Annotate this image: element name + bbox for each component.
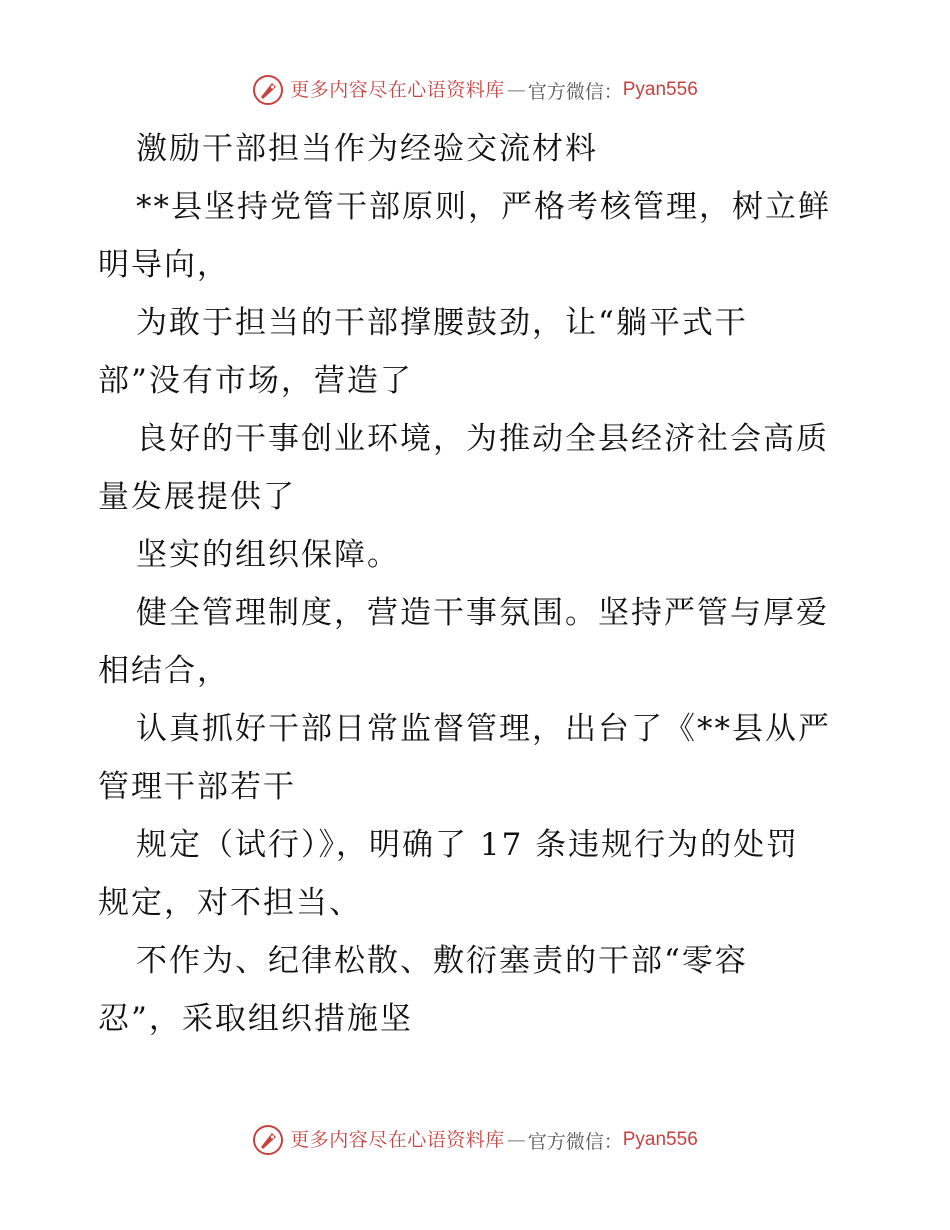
- paragraph-line: 良好的干事创业环境，为推动全县经济社会高质: [136, 421, 829, 457]
- paragraph-line: **县坚持党管干部原则，严格考核管理，树立鲜: [136, 189, 831, 225]
- banner-wechat-label: 官方微信：: [527, 1130, 623, 1153]
- paragraph-line: 管理干部若干: [98, 769, 296, 805]
- pen-nib-logo-icon: [252, 74, 284, 106]
- banner-separator: —: [506, 1129, 526, 1151]
- paragraph-line: 为敢于担当的干部撑腰鼓劲，让“躺平式干: [136, 305, 748, 341]
- document-body: [98, 120, 853, 1048]
- footer-banner: [0, 1120, 950, 1160]
- paragraph-line: 明导向，: [98, 247, 230, 283]
- paragraph-line: 认真抓好干部日常监督管理，出台了《**县从严: [136, 711, 831, 747]
- pen-nib-logo-icon: [252, 1124, 284, 1156]
- paragraph-line: 规定（试行）》，明确了 17 条违规行为的处罚: [136, 827, 800, 863]
- paragraph-line: 部”没有市场，营造了: [98, 363, 413, 399]
- banner-wechat-id: Pyan556: [622, 1129, 698, 1150]
- banner-wechat-label: 官方微信：: [527, 80, 623, 103]
- paragraph-line: 忍”，采取组织措施坚: [98, 1001, 413, 1037]
- header-banner: [0, 70, 950, 110]
- banner-wechat-id: Pyan556: [622, 79, 698, 100]
- paragraph-line: 相结合，: [98, 653, 230, 689]
- paragraph-line: 坚实的组织保障。: [136, 537, 400, 573]
- paragraph-line: 健全管理制度，营造干事氛围。坚持严管与厚爱: [136, 595, 829, 631]
- document-title: 激励干部担当作为经验交流材料: [136, 131, 598, 167]
- paragraph-line: 不作为、纪律松散、敷衍塞责的干部“零容: [136, 943, 748, 979]
- banner-separator: —: [506, 79, 526, 101]
- paragraph-line: 规定，对不担当、: [98, 885, 362, 921]
- banner-site-text: 更多内容尽在心语资料库: [290, 78, 505, 101]
- banner-site-text: 更多内容尽在心语资料库: [290, 1128, 505, 1151]
- paragraph-line: 量发展提供了: [98, 479, 296, 515]
